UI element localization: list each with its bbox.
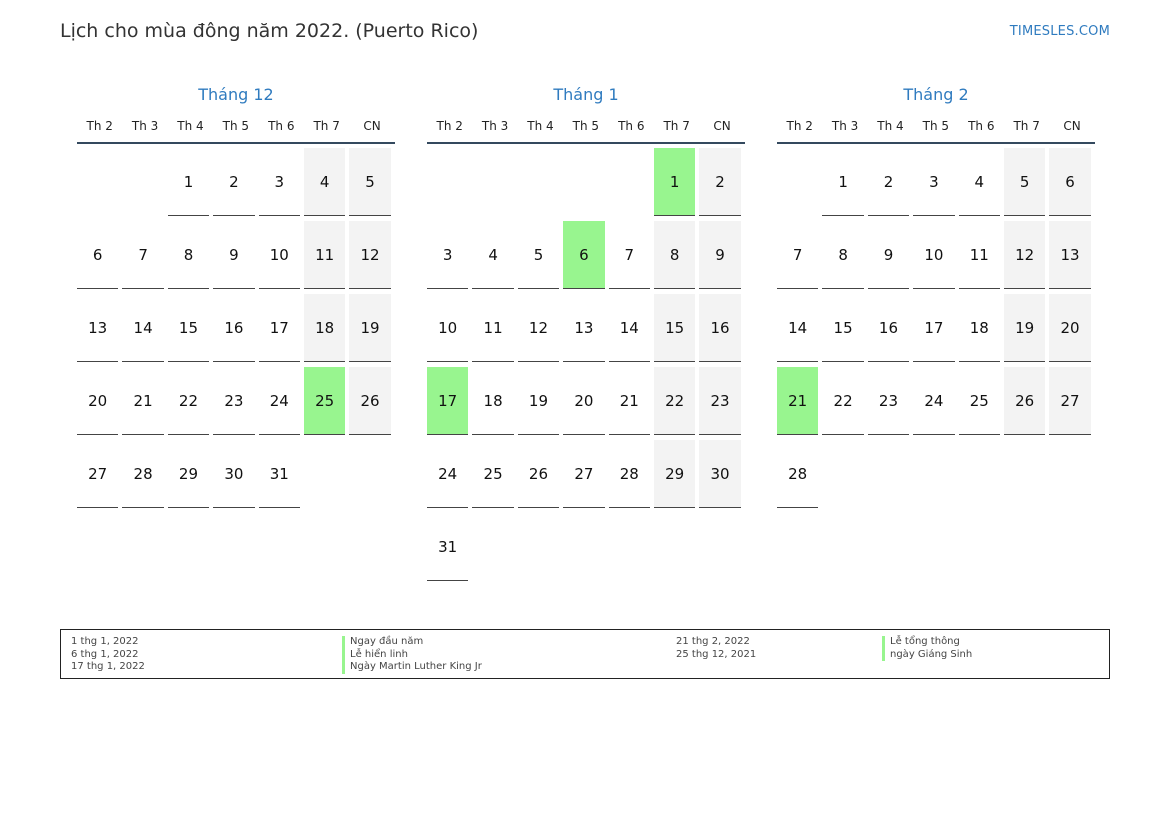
empty-cell bbox=[518, 148, 559, 216]
day-cell[interactable]: 11 bbox=[304, 221, 345, 289]
day-cell[interactable]: 19 bbox=[349, 294, 390, 362]
day-cell[interactable]: 31 bbox=[427, 513, 468, 581]
legend-dates-right bbox=[676, 636, 756, 661]
day-cell[interactable]: 9 bbox=[868, 221, 909, 289]
legend-names-left bbox=[342, 636, 482, 674]
month-title: Tháng 2 bbox=[903, 85, 969, 104]
holiday-legend bbox=[60, 629, 1110, 679]
month-december bbox=[77, 84, 395, 508]
day-grid bbox=[777, 148, 1095, 508]
day-cell[interactable]: 25 bbox=[472, 440, 513, 508]
brand-link[interactable]: TIMESLES.COM bbox=[1009, 24, 1110, 39]
day-cell[interactable]: 7 bbox=[609, 221, 650, 289]
day-cell[interactable]: 20 bbox=[1049, 294, 1090, 362]
empty-cell bbox=[304, 440, 345, 508]
day-cell[interactable]: 6 bbox=[1049, 148, 1090, 216]
legend-holiday-name: Ngày Martin Luther King Jr bbox=[342, 661, 482, 674]
weekday-label: Th 3 bbox=[481, 119, 509, 133]
day-cell[interactable]: 22 bbox=[654, 367, 695, 435]
empty-cell bbox=[77, 148, 118, 216]
day-cell[interactable]: 12 bbox=[518, 294, 559, 362]
day-cell[interactable]: 7 bbox=[777, 221, 818, 289]
day-cell[interactable]: 2 bbox=[868, 148, 909, 216]
day-cell[interactable]: 15 bbox=[654, 294, 695, 362]
day-cell[interactable]: 18 bbox=[472, 367, 513, 435]
day-cell[interactable]: 26 bbox=[518, 440, 559, 508]
holiday-day-cell[interactable]: 25 bbox=[304, 367, 345, 435]
month-january bbox=[427, 84, 745, 581]
legend-holiday-name: Lễ tổng thông bbox=[882, 636, 972, 649]
day-cell[interactable]: 20 bbox=[563, 367, 604, 435]
day-cell[interactable]: 22 bbox=[168, 367, 209, 435]
weekday-label: CN bbox=[713, 119, 731, 133]
day-cell[interactable]: 21 bbox=[122, 367, 163, 435]
day-cell[interactable]: 23 bbox=[699, 367, 740, 435]
day-cell[interactable]: 6 bbox=[77, 221, 118, 289]
day-cell[interactable]: 19 bbox=[1004, 294, 1045, 362]
day-cell[interactable]: 17 bbox=[913, 294, 954, 362]
day-cell[interactable]: 8 bbox=[822, 221, 863, 289]
legend-date: 25 thg 12, 2021 bbox=[676, 648, 757, 660]
day-cell[interactable]: 18 bbox=[304, 294, 345, 362]
weekday-label: Th 4 bbox=[177, 119, 204, 133]
day-cell[interactable]: 24 bbox=[913, 367, 954, 435]
day-cell[interactable]: 29 bbox=[168, 440, 209, 508]
day-cell[interactable]: 30 bbox=[699, 440, 740, 508]
day-cell[interactable]: 24 bbox=[427, 440, 468, 508]
day-cell[interactable]: 16 bbox=[868, 294, 909, 362]
month-february bbox=[777, 84, 1095, 508]
day-cell[interactable]: 5 bbox=[518, 221, 559, 289]
day-cell[interactable]: 14 bbox=[122, 294, 163, 362]
day-cell[interactable]: 22 bbox=[822, 367, 863, 435]
weekday-label: Th 7 bbox=[1013, 119, 1040, 133]
month-title: Tháng 1 bbox=[553, 85, 619, 104]
legend-names-right bbox=[882, 636, 972, 661]
weekday-label: Th 6 bbox=[268, 119, 295, 133]
day-cell[interactable]: 29 bbox=[654, 440, 695, 508]
month-title: Tháng 12 bbox=[198, 85, 274, 104]
weekday-label: Th 7 bbox=[313, 119, 340, 133]
day-cell[interactable]: 26 bbox=[349, 367, 390, 435]
day-cell[interactable]: 10 bbox=[259, 221, 300, 289]
day-grid bbox=[77, 148, 395, 508]
legend-date: 21 thg 2, 2022 bbox=[676, 636, 750, 647]
weekday-label: Th 3 bbox=[131, 119, 159, 133]
empty-cell bbox=[122, 148, 163, 216]
legend-holiday-name: ngày Giáng Sinh bbox=[882, 649, 972, 662]
legend-holiday-name: Ngay đầu năm bbox=[342, 636, 482, 649]
day-cell[interactable]: 9 bbox=[213, 221, 254, 289]
weekday-label: Th 2 bbox=[86, 119, 113, 133]
day-cell[interactable]: 15 bbox=[168, 294, 209, 362]
empty-cell bbox=[472, 148, 513, 216]
empty-cell bbox=[609, 148, 650, 216]
holiday-day-cell[interactable]: 6 bbox=[563, 221, 604, 289]
empty-cell bbox=[427, 148, 468, 216]
weekday-label: Th 6 bbox=[968, 119, 995, 133]
day-cell[interactable]: 17 bbox=[259, 294, 300, 362]
weekday-label: Th 5 bbox=[222, 119, 250, 133]
day-cell[interactable]: 3 bbox=[913, 148, 954, 216]
weekday-label: Th 2 bbox=[786, 119, 813, 133]
day-cell[interactable]: 18 bbox=[959, 294, 1000, 362]
page-title: Lịch cho mùa đông năm 2022. (Puerto Rico) bbox=[60, 20, 479, 42]
day-cell[interactable]: 8 bbox=[654, 221, 695, 289]
day-cell[interactable]: 25 bbox=[959, 367, 1000, 435]
day-cell[interactable]: 19 bbox=[518, 367, 559, 435]
day-cell[interactable]: 30 bbox=[213, 440, 254, 508]
day-cell[interactable]: 12 bbox=[1004, 221, 1045, 289]
weekday-label: Th 7 bbox=[663, 119, 690, 133]
legend-date: 17 thg 1, 2022 bbox=[71, 661, 145, 672]
day-cell[interactable]: 16 bbox=[699, 294, 740, 362]
weekday-label: Th 5 bbox=[922, 119, 950, 133]
day-cell[interactable]: 12 bbox=[349, 221, 390, 289]
day-cell[interactable]: 16 bbox=[213, 294, 254, 362]
legend-dates-left bbox=[71, 636, 145, 674]
day-cell[interactable]: 27 bbox=[77, 440, 118, 508]
day-cell[interactable]: 13 bbox=[1049, 221, 1090, 289]
day-cell[interactable]: 5 bbox=[1004, 148, 1045, 216]
empty-cell bbox=[349, 440, 390, 508]
day-cell[interactable]: 23 bbox=[213, 367, 254, 435]
day-cell[interactable]: 4 bbox=[959, 148, 1000, 216]
day-cell[interactable]: 14 bbox=[609, 294, 650, 362]
day-cell[interactable]: 2 bbox=[213, 148, 254, 216]
day-cell[interactable]: 31 bbox=[259, 440, 300, 508]
weekday-header bbox=[427, 118, 745, 144]
day-cell[interactable]: 11 bbox=[472, 294, 513, 362]
weekday-label: CN bbox=[1063, 119, 1081, 133]
day-cell[interactable]: 24 bbox=[259, 367, 300, 435]
day-grid bbox=[427, 148, 745, 581]
weekday-label: Th 6 bbox=[618, 119, 645, 133]
weekday-label: Th 5 bbox=[572, 119, 600, 133]
weekday-label: Th 3 bbox=[831, 119, 859, 133]
empty-cell bbox=[563, 148, 604, 216]
day-cell[interactable]: 7 bbox=[122, 221, 163, 289]
legend-holiday-name: Lễ hiển linh bbox=[342, 649, 482, 662]
day-cell[interactable]: 21 bbox=[609, 367, 650, 435]
day-cell[interactable]: 27 bbox=[1049, 367, 1090, 435]
holiday-day-cell[interactable]: 17 bbox=[427, 367, 468, 435]
day-cell[interactable]: 27 bbox=[563, 440, 604, 508]
day-cell[interactable]: 9 bbox=[699, 221, 740, 289]
day-cell[interactable]: 10 bbox=[427, 294, 468, 362]
empty-cell bbox=[777, 148, 818, 216]
day-cell[interactable]: 1 bbox=[822, 148, 863, 216]
day-cell[interactable]: 15 bbox=[822, 294, 863, 362]
weekday-header bbox=[777, 118, 1095, 144]
weekday-label: Th 2 bbox=[436, 119, 463, 133]
day-cell[interactable]: 28 bbox=[777, 440, 818, 508]
weekday-header bbox=[77, 118, 395, 144]
day-cell[interactable]: 1 bbox=[168, 148, 209, 216]
day-cell[interactable]: 5 bbox=[349, 148, 390, 216]
day-cell[interactable]: 11 bbox=[959, 221, 1000, 289]
day-cell[interactable]: 3 bbox=[427, 221, 468, 289]
day-cell[interactable]: 4 bbox=[304, 148, 345, 216]
weekday-label: CN bbox=[363, 119, 381, 133]
day-cell[interactable]: 20 bbox=[77, 367, 118, 435]
day-cell[interactable]: 28 bbox=[122, 440, 163, 508]
day-cell[interactable]: 8 bbox=[168, 221, 209, 289]
day-cell[interactable]: 13 bbox=[563, 294, 604, 362]
day-cell[interactable]: 2 bbox=[699, 148, 740, 216]
day-cell[interactable]: 10 bbox=[913, 221, 954, 289]
day-cell[interactable]: 14 bbox=[777, 294, 818, 362]
day-cell[interactable]: 3 bbox=[259, 148, 300, 216]
legend-date: 6 thg 1, 2022 bbox=[71, 648, 139, 660]
day-cell[interactable]: 13 bbox=[77, 294, 118, 362]
holiday-day-cell[interactable]: 21 bbox=[777, 367, 818, 435]
legend-date: 1 thg 1, 2022 bbox=[71, 636, 139, 647]
day-cell[interactable]: 28 bbox=[609, 440, 650, 508]
holiday-day-cell[interactable]: 1 bbox=[654, 148, 695, 216]
weekday-label: Th 4 bbox=[877, 119, 904, 133]
day-cell[interactable]: 4 bbox=[472, 221, 513, 289]
day-cell[interactable]: 26 bbox=[1004, 367, 1045, 435]
day-cell[interactable]: 23 bbox=[868, 367, 909, 435]
weekday-label: Th 4 bbox=[527, 119, 554, 133]
